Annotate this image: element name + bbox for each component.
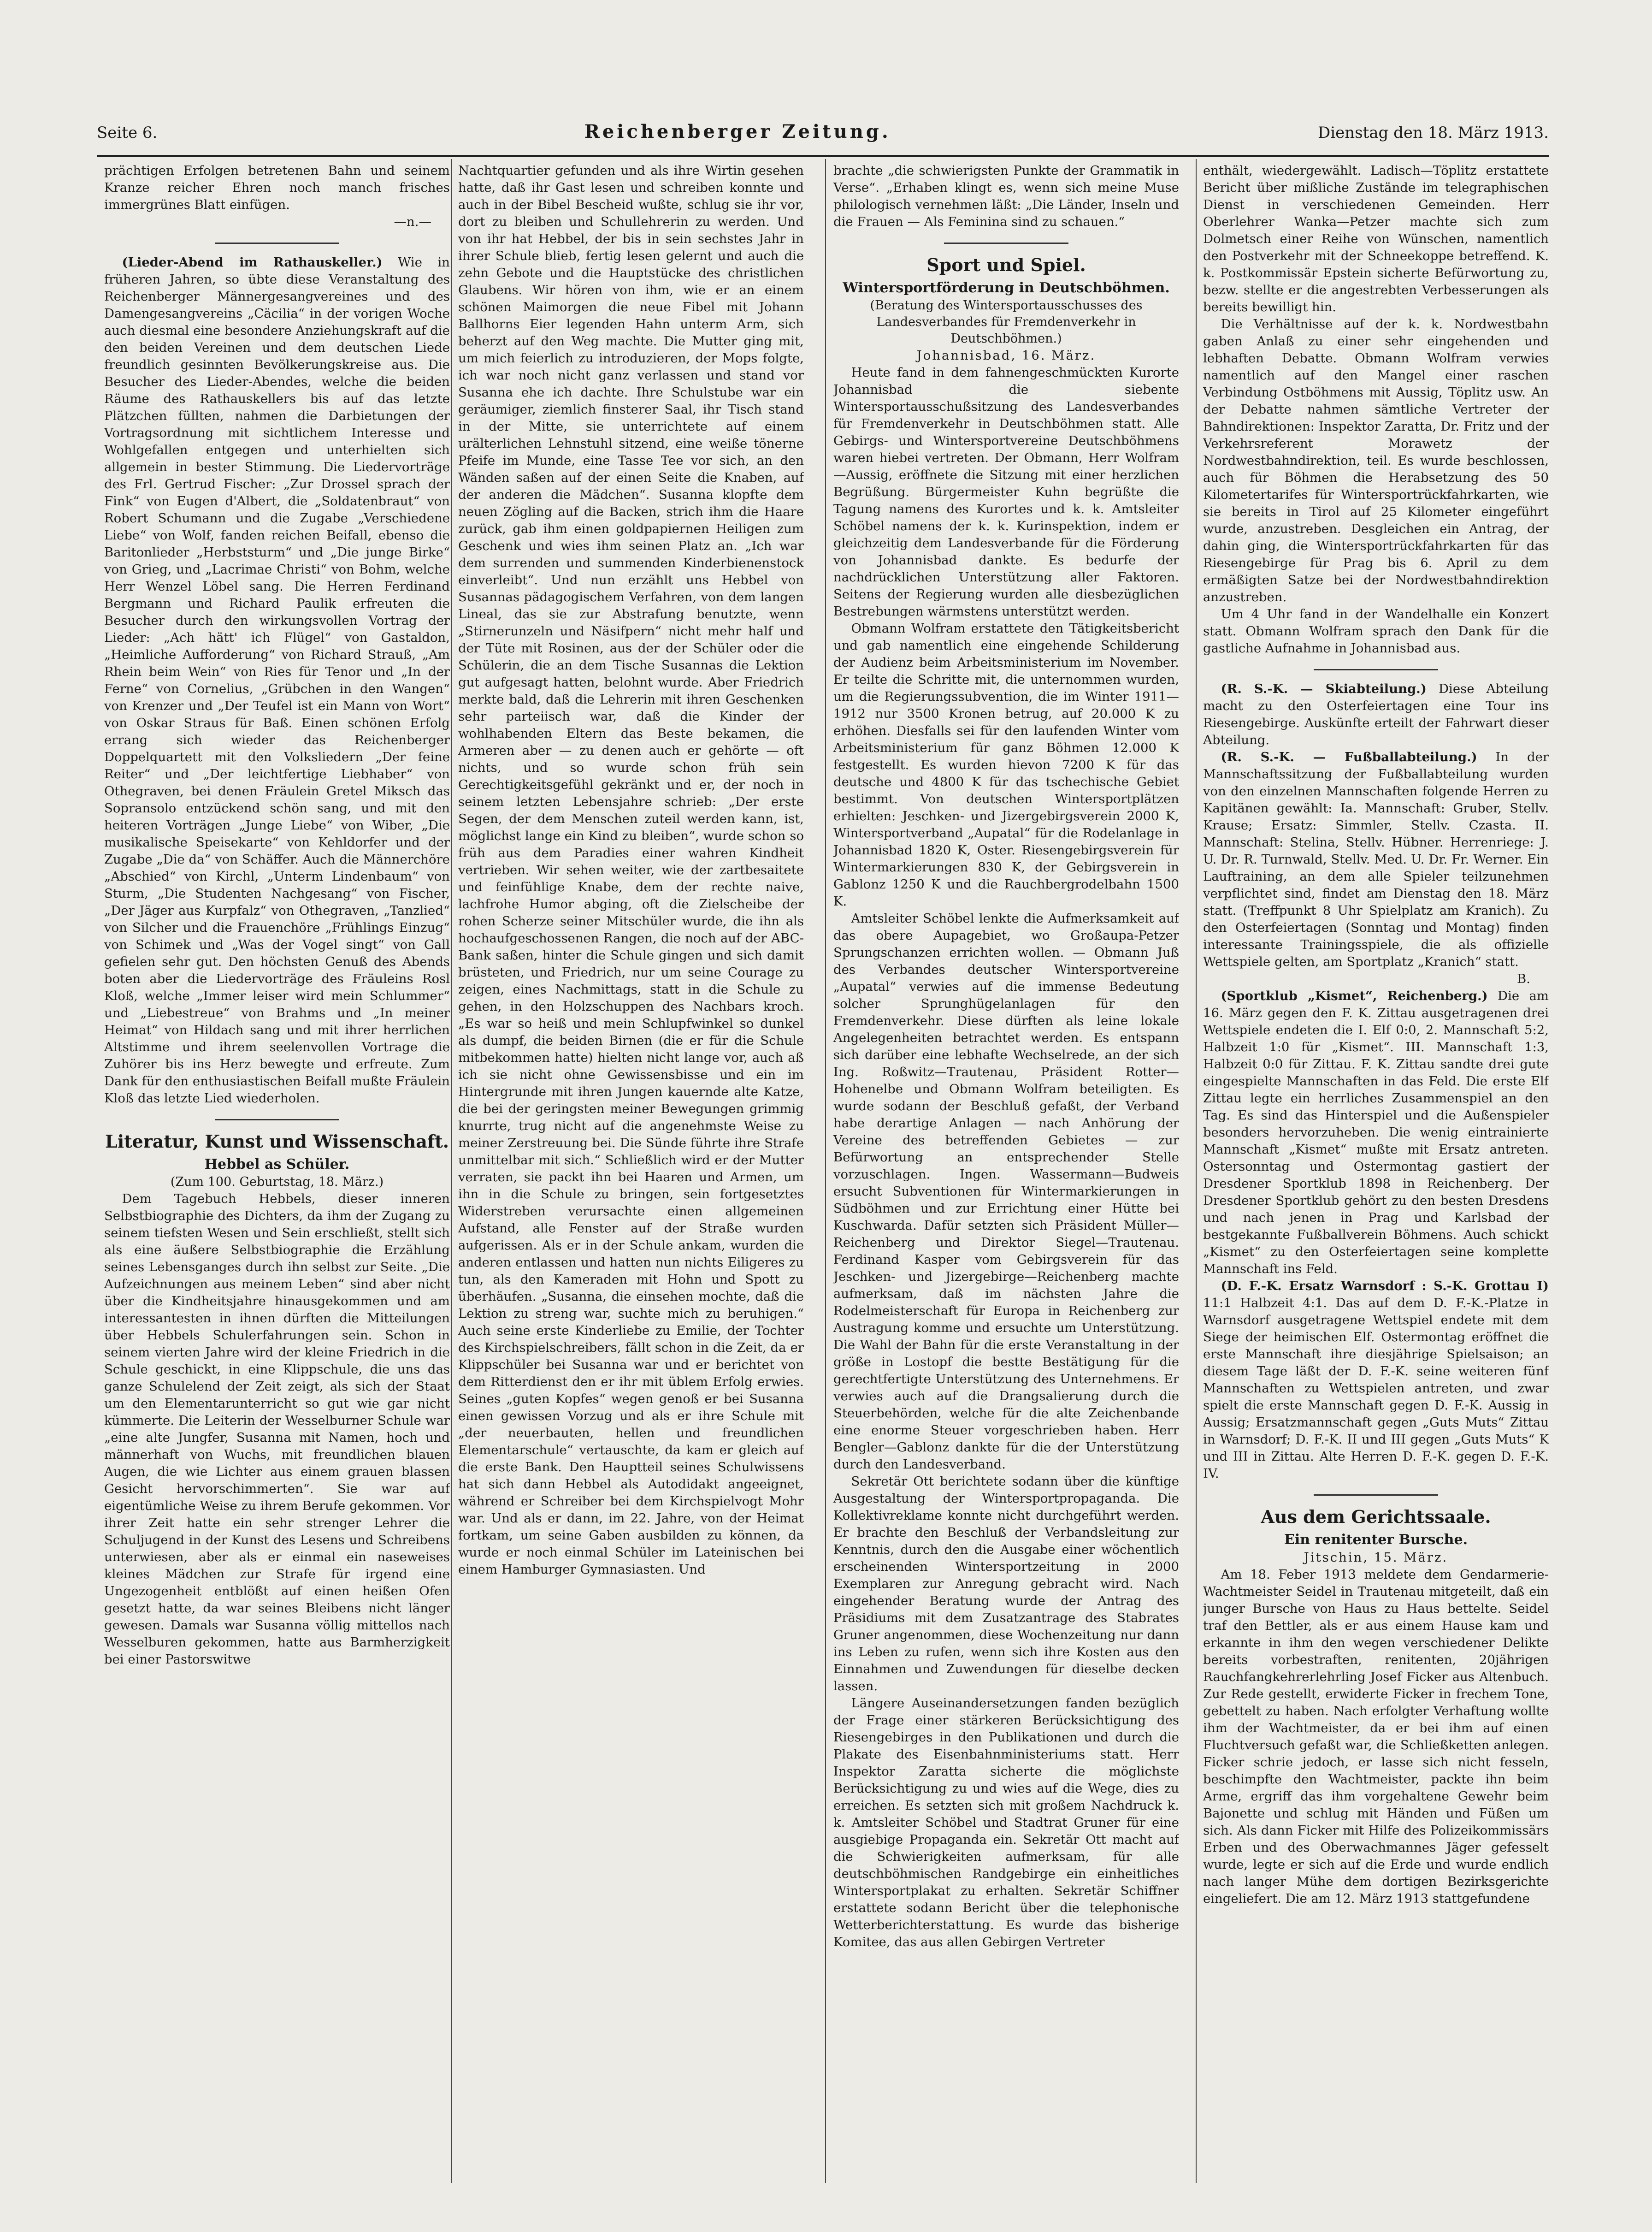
notice-kismet bbox=[1203, 988, 1549, 1278]
article-text: Um 4 Uhr fand in der Wandelhalle ein Konzert statt. Obmann Wolfram sprach den Dank für die gastliche Aufnahme in Johannisbad aus. bbox=[1203, 607, 1549, 656]
article-text: Die Verhältnisse auf der k. k. Nordwestbahn gaben Anlaß zu einer sehr eingehenden und lebhaften Debatte. Obmann Wolfram verwies namentlich auf den Mangel einer raschen Verbindung Ostböhmens mit Aussig, Töplitz usw. An der Debatte nahmen sämtliche Vertreter der Bahndirektionen: Inspektor Zaratta, Dr. Fritz und der Verkehrsreferent Morawetz der Nordwestbahndirektion, teil. Es wurde beschlossen, auch für Böhmen die Herabsetzung des 50 Kilometertarifes für Wintersportrückfahrkarten, wie sie bereits in Tirol auf 25 Kilometer eingeführt wurde, anzustreben. Desgleichen ein Antrag, der dahin ging, die Wintersportrückfahrkarten für das Riesengebirge für Prag bis 6. April zu dem ermäßigten Satze bei der Nordwestbahndirektion anzustreben. bbox=[1203, 317, 1549, 604]
article-text: Dem Tagebuch Hebbels, dieser inneren Selbstbiographie des Dichters, da ihm der Zugang zu seinem tiefsten Wesen und Sein erschließt, stellt sich als eine äußere Selbstbiographie die Erzählung seines Lebensganges durch ihn selbst zur Seite. „Die Aufzeichnungen aus meinem Leben“ sind aber nicht über die Kindheitsjahre hinausgekommen und am interessantesten in ihnen dürften die Mitteilungen über Hebbels Schulerfahrungen sein. Schon in seinem vierten Jahre wird der kleine Friedrich in die Schule geschickt, in eine Klippschule, die uns das ganze Schulelend der Zeit zeigt, als sich der Staat um den Elementarunterricht so gut wie gar nicht kümmerte. Die Leiterin der Wesselburner Schule war „eine alte Jungfer, Susanna mit Namen, hoch und männerhaft von Wuchs, mit freundlichen blauen Augen, die wie Lichter aus einem grauen blassen Gesicht hervorschimmerten“. Sie war auf eigentümliche Weise zu ihrem Berufe gekommen. Vor ihrer Zeit hatte ein sehr strenger Lehrer die Schuljugend in der Kunst des Lesens und Schreibens unterwiesen, aber als er einmal ein naseweises kleines Mädchen zur Strafe für irgend eine Ungezogenheit entblößt auf einen heißen Ofen gesetzt hatte, da war seines Bleibens nicht länger gewesen. Damals war Susanna völlig mittellos nach Wesselburen gekommen, hatte aus Barmherzigkeit bei einer Pastorswitwe bbox=[104, 1191, 450, 1667]
header-rule bbox=[97, 155, 1549, 157]
article-divider bbox=[215, 1119, 339, 1120]
notice-text: Diese Abteilung macht zu den Osterfeiertagen eine Tour ins Riesengebirge. Auskünfte erteilt der Fahrwart dieser Abteilung. bbox=[1203, 681, 1549, 747]
article-text: Sekretär Ott berichtete sodann über die künftige Ausgestaltung der Wintersportpropaganda. Die Kollektivreklame konnte nicht durchgeführt werden. Er brachte den Beschluß der Verbandsleitung zur Kenntnis, durch den die Ausgabe einer wöchentlich erscheinenden Wintersportzeitung in 2000 Exemplaren zur Anregung gebracht wird. Nach eingehender Beratung wurde der Antrag des Präsidiums mit dem Zusatzantrage des Stabrates Gruner angenommen, diese Wochenzeitung nur dann ins Leben zu rufen, wenn sich ihre Kosten aus den Einnahmen und Zuwendungen für dieselbe decken lassen. bbox=[833, 1474, 1179, 1693]
author-signature: —n.— bbox=[394, 214, 431, 229]
column-divider bbox=[1196, 159, 1197, 2183]
article-text: enthält, wiedergewählt. Ladisch—Töplitz erstattete Bericht über mißliche Zustände im telegraphischen Dienst in verschiedenen Gemeinden. Herr Oberlehrer Wanka—Petzer machte sich zum Dolmetsch einer Reihe von Wünschen, namentlich den Postverkehr mit der Schneekoppe betreffend. K. k. Postkommissär Epstein sicherte Befürwortung zu, bezw. stellte er die angestrebten Verbesserungen als bereits bewilligt hin. bbox=[1203, 163, 1549, 314]
article-divider bbox=[1314, 1494, 1438, 1496]
article-text: Heute fand in dem fahnengeschmückten Kurorte Johannisbad die siebente Wintersportausschußsitzung des Landesverbandes für Fremdenverkehr in Deutschböhmen statt. Alle Gebirgs- und Wintersportvereine Deutschböhmens waren hiebei vertreten. Der Obmann, Herr Wolfram—Aussig, eröffnete die Sitzung mit einer herzlichen Begrüßung. Bürgermeister Kuhn begrüßte die Tagung namens des Kurortes und k. k. Amtsleiter Schöbel namens der k. k. Kurinspektion, indem er gleichzeitig dem Landesverbande für die Förderung von Johannisbad dankte. Es bedurfe der nachdrücklichen Unterstützung aller Faktoren. Seitens der Regierung wurden alle diesbezüglichen Bestrebungen wärmstens unterstützt werden. bbox=[833, 365, 1179, 619]
continued-text: prächtigen Erfolgen betretenen Bahn und seinem Kranze reicher Ehren noch manch frisches immergrünes Blatt einfügen. bbox=[104, 163, 450, 212]
notice-text: Die am 16. März gegen den F. K. Zittau ausgetragenen drei Wettspiele endeten die I. Elf 0:0, 2. Mannschaft 5:2, Halbzeit 1:0 für „Kismet“. III. Mannschaft 1:3, Halbzeit 0:0 für Zittau. F. K. Zittau sandte drei gute eingespielte Mannschaften in das Feld. Die erste Elf Zittau legte ein herrliches Zusammenspiel an den Tag. Es sind das Hinterspiel und die Außenspieler besonders hervorzuheben. Die wenig eintrainierte Mannschaft „Kismet“ mußte mit Ersatz antreten. Ostersonntag und Ostermontag gastiert der Dresdener Sportklub 1898 in Reichenberg. Der Dresdener Sportklub gehört zu den besten Dresdens und nach jenen in Prag und Karlsbad der bestgekannte Fußballverein Böhmens. Auch schickt „Kismet“ zu den Osterfeiertagen seine komplette Mannschaft ins Feld. bbox=[1203, 989, 1549, 1276]
section-heading-sport: Sport und Spiel. bbox=[926, 255, 1086, 275]
notice-ski bbox=[1203, 681, 1549, 749]
section-heading-court: Aus dem Gerichtssaale. bbox=[1261, 1506, 1491, 1527]
column-divider bbox=[451, 159, 452, 2183]
notice-signature: B. bbox=[1517, 971, 1530, 986]
column-divider bbox=[825, 159, 826, 2183]
notice-football bbox=[1203, 749, 1549, 971]
article-text: Längere Auseinandersetzungen fanden bezüglich der Frage einer stärkeren Berücksichtigung des Riesengebirges in den Publikationen und durch die Plakate des Eisenbahnministeriums statt. Herr Inspektor Zaratta sicherte die möglichste Berücksichtigung zu und wies auf die Wege, dies zu erreichen. Es setzten sich mit großem Nachdruck k. k. Amtsleiter Schöbel und Stadtrat Gruner für eine ausgiebige Propaganda ein. Sekretär Ott macht auf die Schwierigkeiten aufmerksam, für alle deutschböhmischen Randgebirge ein einheitliches Wintersportplakat zu erhalten. Sekretär Schiffner erstattete sodann Bericht über die telephonische Wetterberichterstattung. Es wurde das bisherige Komitee, das aus allen Gebirgen Vertreter bbox=[833, 1696, 1179, 1949]
page-header bbox=[97, 121, 1549, 153]
article-title: Ein renitenter Bursche. bbox=[1284, 1532, 1468, 1548]
notice-headline: (R. S.-K. — Skiabteilung.) bbox=[1221, 681, 1427, 696]
article-subtitle: (Beratung des Wintersportausschusses des Landesverbandes für Fremdenverkehr in Deutschböhmen.) bbox=[870, 298, 1143, 346]
page-number: Seite 6. bbox=[97, 124, 158, 142]
column-2 bbox=[458, 162, 804, 2182]
notice-headline: (Sportklub „Kismet“, Reichenberg.) bbox=[1221, 989, 1488, 1003]
notice-warnsdorf bbox=[1203, 1278, 1549, 1482]
notice-text: 11:1 Halbzeit 4:1. Das auf dem D. F.-K.-Platze in Warnsdorf ausgetragene Wettspiel endete mit dem Siege der heimischen Elf. Ostermontag eröffnet die erste Mannschaft ihre diesjährige Spielsaison; an diesem Tage läßt der D. F.-K. seine weiteren fünf Mannschaften zu Wettspielen antreten, und zwar spielt die erste Mannschaft gegen D. F.-K. Aussig in Aussig; Ersatzmannschaft gegen „Guts Muts“ Zittau in Warnsdorf; D. F.-K. II und III gegen „Guts Muts“ K und III in Zittau. Alte Herren D. F.-K. gegen D. F.-K. IV. bbox=[1203, 1296, 1549, 1481]
article-concert bbox=[104, 254, 450, 1107]
column-3 bbox=[833, 162, 1179, 2182]
article-text: Obmann Wolfram erstattete den Tätigkeitsbericht und gab namentlich eine eingehende Schilderung der Audienz beim Arbeitsministerium im November. Er teilte die Schritte mit, die unternommen wurden, um die Regierungssubvention, die im Winter 1911—1912 nur 3500 Kronen betrug, auf 20.000 K zu erhöhen. Diesfalls sei für den laufenden Winter vom Arbeitsministerium für ganz Böhmen 12.000 K festgestellt. Es wurden hievon 7200 K für das deutsche und 4800 K für das tschechische Gebiet bestimmt. Von deutschen Wintersportplätzen erhielten: Jeschken- und Jizergebirgsverein 2000 K, Wintersportverband „Aupatal“ für die Rodelanlage in Johannisbad 1820 K, Oster. Riesengebirgsverein für Wintermarkierungen 830 K, der Gebirgsverein in Gablonz 1250 K und die Rauchbergrodelbahn 1500 K. bbox=[833, 621, 1179, 909]
dateline: Jitschin, 15. März. bbox=[1304, 1550, 1448, 1565]
newspaper-title: Reichenberger Zeitung. bbox=[584, 121, 891, 142]
article-subtitle: (Zum 100. Geburtstag, 18. März.) bbox=[170, 1175, 384, 1189]
column-1 bbox=[104, 162, 450, 2182]
article-text: Am 18. Feber 1913 meldete dem Gendarmerie-Wachtmeister Seidel in Trautenau mitgeteilt, daß ein junger Bursche von Haus zu Haus bettelte. Seidel traf den Bettler, als er aus einem Hause kam und erkannte in ihm den wegen verschiedener Delikte bereits vorbestraften, renitenten, 20jährigen Rauchfangkehrerlehrling Josef Ficker aus Altenbuch. Zur Rede gestellt, erwiderte Ficker in frechem Tone, gebettelt zu haben. Nach erfolgter Verhaftung wollte ihm der Wachtmeister, da er bei ihm auf einen Fluchtversuch gefaßt war, die Schließketten anlegen. Ficker schrie jedoch, er lasse sich nicht fesseln, beschimpfte den Wachtmeister, packte ihn beim Arme, ergriff das ihm vorgehaltene Gewehr beim Bajonette und schlug mit Händen und Füßen um sich. Als dann Ficker mit Hilfe des Polizeikommissärs Erben und des Oberwachmannes Jäger gefesselt wurde, legte er sich auf die Erde und wurde endlich nach langer Mühe dem dortigen Bezirksgerichte eingeliefert. Die am 12. März 1913 stattgefundene bbox=[1203, 1567, 1549, 1906]
article-title: Hebbel as Schüler. bbox=[204, 1156, 350, 1172]
section-heading-literature: Literatur, Kunst und Wissenschaft. bbox=[105, 1131, 449, 1152]
column-4 bbox=[1203, 162, 1549, 2182]
article-divider bbox=[944, 243, 1068, 244]
article-headline: (Lieder-Abend im Rathauskeller.) bbox=[122, 255, 383, 270]
article-text: Wie in früheren Jahren, so übte diese Veranstaltung des Reichenberger Männergesangvereines und des Damengesangvereins „Cäcilia“ in der vorigen Woche auch diesmal eine besondere Anziehungskraft auf die den beiden Vereinen und dem deutschen Liede freundlich gesinnten Bevölkerungskreise aus. Die Besucher des Lieder-Abendes, welche die beiden Räume des Rathauskellers bis auf das letzte Plätzchen füllten, nahmen die Darbietungen der Vortragsordnung mit sichtlichem Interesse und Wohlgefallen entgegen und unterhielten sich allgemein in bester Stimmung. Die Liedervorträge des Frl. Gertrud Fischer: „Zur Drossel sprach der Fink“ von Eugen d'Albert, die „Soldatenbraut“ von Robert Schumann und die Zugabe „Verschiedene Liebe“ von Wolf, fanden reichen Beifall, ebenso die Baritonlieder „Herbststurm“ und „Die junge Birke“ von Grieg, und „Lacrimae Christi“ von Bohm, welche Herr Wenzel Löbel sang. Die Herren Ferdinand Bergmann und Richard Paulik erfreuten die Besucher durch den wirkungsvollen Vortrag der Lieder: „Ach hätt' ich Flügel“ von Gastaldon, „Heimliche Aufforderung“ von Richard Strauß, „Am Rhein beim Wein“ von Ries für Tenor und „In der Ferne“ von Cornelius, „Grübchen in den Wangen“ von Krenzer und „Der Teufel ist ein Mann von Wort“ von Oskar Straus für Baß. Einen schönen Erfolg errang sich wieder das Reichenberger Doppelquartett mit den Volksliedern „Der feine Reiter“ und „Der leichtfertige Liebhaber“ von Othegraven, bei denen Fräulein Gretel Miksch das Sopransolo entzückend schön sang, und mit den heiteren Vorträgen „Junge Liebe“ von Wiber, „Die musikalische Speisekarte“ von Kehldorfer und der Zugabe „Die da“ von Schäffer. Auch die Männerchöre „Abschied“ von Kirchl, „Unterm Lindenbaum“ von Sturm, „Die Studenten Nachgesang“ von Fischer, „Der Jäger aus Kurpfalz“ von Othegraven, „Tanzlied“ von Silcher und die Frauenchöre „Frühlings Einzug“ von Schimek und „Was der Vogel singt“ von Gall gefielen sehr gut. Den höchsten Genuß des Abends boten aber die Liedervorträge des Fräuleins Rosl Kloß, welche „Immer leiser wird mein Schlummer“ und „Liebestreue“ von Brahms und „In meiner Heimat“ von Hildach sang und mit ihrer herrlichen Altstimme und ihrem seelenvollen Vortrage die Zuhörer bis ins Herz bewegte und erfreute. Zum Dank für den enthusiastischen Beifall mußte Fräulein Kloß das letzte Lied wiederholen. bbox=[104, 255, 450, 1106]
notice-headline: (D. F.-K. Ersatz Warnsdorf : S.-K. Grottau I) bbox=[1221, 1279, 1549, 1293]
dateline: Johannisbad, 16. März. bbox=[916, 348, 1096, 363]
issue-date: Dienstag den 18. März 1913. bbox=[1318, 124, 1549, 142]
article-divider bbox=[215, 243, 339, 244]
article-text: Nachtquartier gefunden und als ihre Wirtin gesehen hatte, daß ihr Gast lesen und schreiben konnte und auch in der Bibel Bescheid wußte, schlug sie ihr vor, dort zu bleiben und Schullehrerin zu werden. Und von ihr hat Hebbel, der bis in sein sechstes Jahr in ihrer Schule blieb, fertig lesen gelernt und auch die zehn Gebote und die Hauptstücke des christlichen Glaubens. Wir hören von ihm, wie er an einem schönen Maimorgen die neue Fibel mit Johann Ballhorns Eier legenden Hahn unterm Arm, sich beherzt auf den Weg machte. Die Mutter ging mit, um mich feierlich zu introduzieren, der Mops folgte, ich war noch nicht ganz verlassen und stand vor Susanna ehe ich dachte. Ihre Schulstube war ein geräumiger, ziemlich finsterer Saal, ihr Tisch stand in der Mitte, sie unterrichtete auf einem urälterlichen Lehnstuhl sitzend, eine weiße tönerne Pfeife im Munde, eine Tasse Tee vor sich, an den Wänden saßen auf der einen Seite die Knaben, auf der anderen die Mädchen“. Susanna klopfte dem neuen Zögling auf die Backen, strich ihm die Haare zurück, gab ihm einen goldpapiernen Heiligen zum Geschenk und wies ihm seinen Platz an. „Ich war dem surrenden und summenden Kinderbienenstock einverleibt“. Und nun erzählt uns Hebbel von Susannas pädagogischem Verfahren, von dem langen Lineal, das sie zur Abstrafung benutzte, wenn „Stirnerunzeln und Näsifpern“ nicht mehr half und der Tüte mit Rosinen, aus der der Schüler oder die Schülerin, die an dem Tische Susannas die Lektion gut aufgesagt hatten, belohnt wurde. Aber Friedrich merkte bald, daß die Lehrerin mit ihren Geschenken sehr parteiisch war, daß die Kinder der wohlhabenden Eltern das Beste bekamen, die Armeren aber — zu denen auch er gehörte — oft nichts, und so wurde schon früh sein Gerechtigkeitsgefühl gekränkt und er, der noch in seinem letzten Lebensjahre schrieb: „Der erste Segen, der dem Menschen zuteil werden kann, ist, möglichst lange ein Kind zu bleiben“, wurde schon so früh aus dem Paradies einer wahren Kindheit vertrieben. Wir sehen weiter, wie der zartbesaitete und feinfühlige Knabe, dem der rechte naive, lachfrohe Humor abging, oft die Zielscheibe der rohen Scherze seiner Mitschüler wurde, die ihn als hochaufgeschossenen Rangen, die noch auf der ABC-Bank saßen, hinter die Schule gingen und sich damit brüsteten, und Friedrich, nur um seine Courage zu zeigen, eines Nachmittags, statt in die Schule zu gehen, in den Holzschuppen des Nachbars kroch. „Es war so heiß und mein Schlupfwinkel so dunkel als dumpf, die beiden Birnen (die er für die Schule mitbekommen hatte) hielten nicht lange vor, auch aß ich sie nicht ohne Gewissensbisse und ein im Hintergrunde mit ihren Jungen kauernde alte Katze, die bei der geringsten meiner Bewegungen grimmig knurrte, trug nicht auf die angenehmste Weise zu meiner Zerstreuung bei. Die Sünde führte ihre Strafe unmittelbar mit sich.“ Schließlich wird er der Mutter verraten, sie packt ihn bei Haaren und Armen, um ihn in die Schule zu bringen, sein fortgesetztes Widerstreben verursachte einen allgemeinen Aufstand, alle Fenster auf der Straße wurden aufgerissen. Als er in der Schule ankam, wurden die anderen entlassen und hatten nun nichts Eiligeres zu tun, als den Kameraden mit Hohn und Spott zu überhäufen. „Susanna, die einsehen mochte, daß die Lektion zu streng war, suchte mich zu beruhigen.“ Auch seine erste Kinderliebe zu Emilie, der Tochter des Kirchspielschreibers, fällt schon in die Zeit, da er Klippschüler bei Susanna war und er berichtet von dem Ritterdienst den er ihr mit üblem Erfolg erwies. Seines „guten Kopfes“ wegen genoß er bei Susanna einen gewissen Vorzug und als er ihre Schule mit „der neuerbauten, hellen und freundlichen Elementarschule“ vertauschte, da kam er gleich auf die erste Bank. Den Hauptteil seines Schulwissens hat sich dann Hebbel als Autodidakt angeeignet, während er Schreiber bei dem Kirchspielvogt Mohr war. Und als er dann, im 22. Jahre, von der Heimat fortkam, um seine Gaben ausbilden zu können, da wurde er noch einmal Schüler im Lateinischen bei einem Hamburger Gymnasiasten. Und bbox=[458, 163, 804, 1577]
article-title: Wintersportförderung in Deutschböhmen. bbox=[843, 280, 1170, 296]
article-divider bbox=[1314, 669, 1438, 670]
article-text: Amtsleiter Schöbel lenkte die Aufmerksamkeit auf das obere Aupagebiet, wo Großaupa-Petzer Sprungschanzen errichten wollen. — Obmann Juß des Verbandes deutscher Wintersportvereine „Aupatal“ verwies auf die immense Bedeutung solcher Sprunghügelanlagen für den Fremdenverkehr. Diese dürften als leine lokale Angelegenheiten betrachtet werden. Es entspann sich darüber eine lebhafte Wechselrede, an der sich Ing. Roßwitz—Trautenau, Präsident Rotter—Hohenelbe und Obmann Wolfram beteiligten. Es wurde sodann der Beschluß gefaßt, der Verband habe derartige Anlagen — nach Anhörung der Vereine des betreffenden Gebietes — zur Befürwortung an entsprechender Stelle vorzuschlagen. Ingen. Wassermann—Budweis ersucht Subventionen für Wintermarkierungen in Südböhmen und zur Errichtung einer Hütte bei Kuschwarda. Dafür setzten sich Präsident Müller—Reichenberg und Direktor Siegel—Trautenau. Ferdinand Kasper vom Gebirgsverein für das Jeschken- und Jizergebirge—Reichenberg machte aufmerksam, daß im nächsten Jahre die Rodelmeisterschaft für Europa in Reichenberg zur Austragung komme und ersuchte um Unterstützung. Die Wahl der Bahn für die erste Veranstaltung in der größe in Lostopf die bestte Bestätigung für die gerechtfertigte Unterstützung des Unternehmens. Er verwies auch auf die Drangsalierung durch die Steuerbehörden, welche für die alte Zeichenbande eine enorme Steuer vorgeschrieben haben. Herr Bengler—Gablonz dankte für die der Unterstützung durch den Landesverband. bbox=[833, 911, 1179, 1472]
article-text: brachte „die schwierigsten Punkte der Grammatik in Verse“. „Erhaben klingt es, wenn sich meine Muse philologisch vernehmen läßt: „Die Länder, Inseln und die Frauen — Als Feminina sind zu schauen.“ bbox=[833, 163, 1179, 229]
notice-text: In der Mannschaftssitzung der Fußballabteilung wurden von den einzelnen Mannschaften folgende Herren zu Kapitänen gewählt: Ia. Mannschaft: Gruber, Stellv. Krause; Ersatz: Simmler, Stellv. Czasta. II. Mannschaft: Stelina, Stellv. Hübner. Herrenriege: J. U. Dr. R. Turnwald, Stellv. Med. U. Dr. Fr. Werner. Ein Lauftraining, an dem alle Spieler teilzunehmen verpflichtet sind, findet am Dienstag den 18. März statt. (Treffpunkt 8 Uhr Spielplatz am Kranich). Zu den Osterfeiertagen (Sonntag und Montag) finden interessante Trainingsspiele, die als offizielle Wettspiele gelten, am Sportplatz „Kranich“ statt. bbox=[1203, 750, 1549, 969]
notice-headline: (R. S.-K. — Fußballabteilung.) bbox=[1221, 750, 1477, 764]
